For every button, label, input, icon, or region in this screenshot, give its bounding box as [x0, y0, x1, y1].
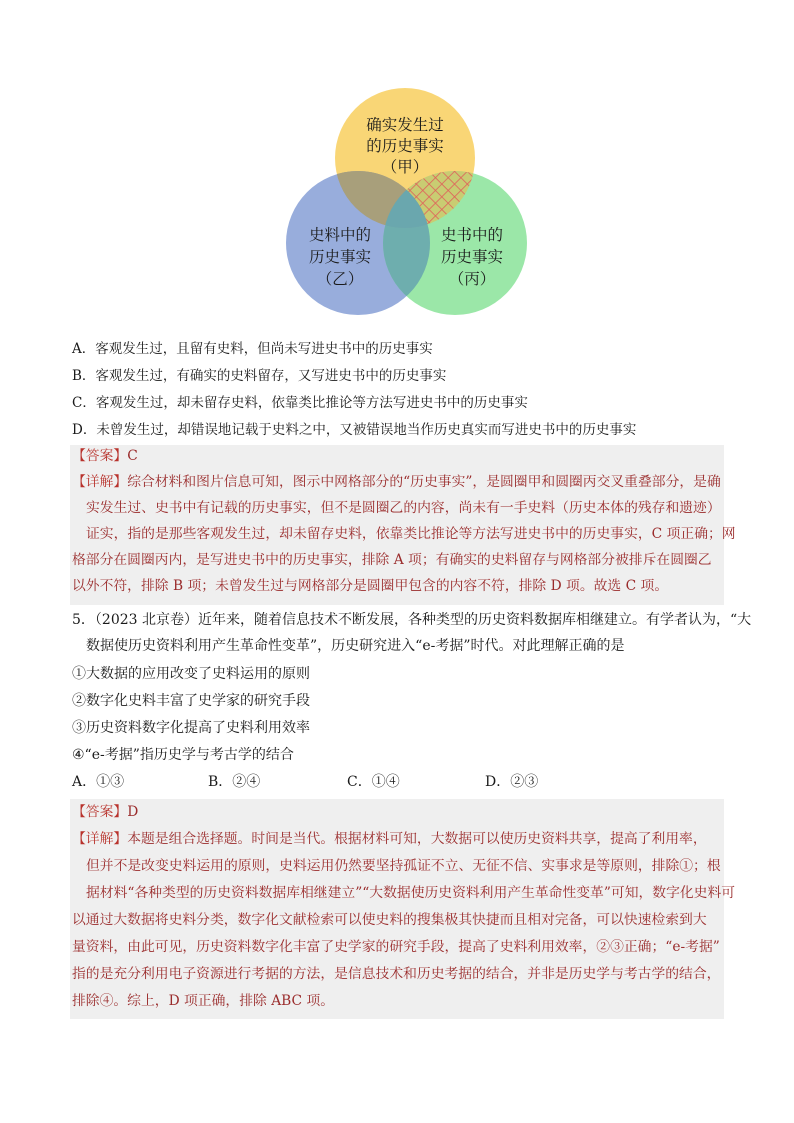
q4-option-a: A．客观发生过，且留有史料，但尚未写进史书中的历史事实 [72, 341, 433, 357]
detail-tag: 【详解】 [72, 831, 128, 847]
q4-detail-line-4: 格部分在圆圈丙内，是写进史书中的历史事实，排除 A 项；有确实的史料留存与网格部分被排斥在圆圈乙 [72, 552, 712, 568]
q5-choice-c: C．①④ [347, 774, 400, 790]
answer-value: D [127, 804, 139, 820]
q4-answer-block [70, 445, 736, 605]
q4-detail-line-5: 以外不符，排除 B 项；未曾发生过与网格部分是圆圈甲包含的内容不符，排除 D 项。故选 C 项。 [72, 578, 669, 594]
q5-detail-line-7: 排除④。综上，D 项正确，排除 ABC 项。 [72, 993, 335, 1009]
q5-statement-2: ②数字化史料丰富了史学家的研究手段 [72, 693, 310, 709]
q5-statement-1: ①大数据的应用改变了史料运用的原则 [72, 666, 310, 682]
detail-text: 综合材料和图片信息可知，图示中网格部分的“历史事实”，是圆圈甲和圆圈丙交叉重叠部分，是确 [127, 474, 721, 490]
answer-value: C [127, 448, 138, 464]
q5-detail-line-3: 据材料“各种类型的历史资料数据库相继建立”“大数据使历史资料利用产生革命性变革”可知，数字化史料可 [86, 885, 736, 901]
q5-detail-line-5: 量资料，由此可见，历史资料数字化丰富了史学家的研究手段，提高了史料利用效率，②③正确；“e-考据” [72, 939, 720, 955]
q5-choice-a: A．①③ [72, 774, 125, 790]
venn-diagram [270, 88, 530, 333]
q5-detail-line-6: 指的是充分利用电子资源进行考据的方法，是信息技术和历史考据的结合，并非是历史学与考古学的结合， [72, 966, 721, 982]
q5-detail-line-4: 以通过大数据将史料分类，数字化文献检索可以使史料的搜集极其快捷而且相对完备，可以快速检索到大 [72, 912, 707, 928]
q4-option-b: B．客观发生过，有确实的史料留存，又写进史书中的历史事实 [72, 368, 447, 384]
venn-jia-line1: 确实发生过 [366, 116, 444, 134]
q5-answer [72, 801, 138, 823]
q5-statement-4: ④“e-考据”指历史学与考古学的结合 [72, 747, 294, 763]
q4-detail-line-3: 证实，指的是那些客观发生过，却未留存史料，依靠类比推论等方法写进史书中的历史事实，C 项正确；网 [86, 526, 736, 542]
venn-jia-line2: 的历史事实 [366, 137, 444, 155]
q5-answer-block [70, 799, 736, 1019]
venn-jia-line3: （甲） [381, 158, 429, 176]
venn-bing-line3: （丙） [448, 270, 496, 288]
venn-yi-line2: 历史事实 [308, 248, 372, 266]
q5-choice-b: B．②④ [208, 774, 261, 790]
detail-text: 本题是组合选择题。时间是当代。根据材料可知，大数据可以使历史资料共享，提高了利用率， [127, 831, 707, 847]
venn-yi-line3: （乙） [316, 270, 364, 288]
q4-option-c: C．客观发生过，却未留存史料，依靠类比推论等方法写进史书中的历史事实 [72, 395, 528, 411]
q4-answer [72, 445, 138, 467]
venn-bing-line1: 史书中的 [440, 226, 504, 244]
q5-detail-line-1 [72, 828, 707, 850]
detail-tag: 【详解】 [72, 474, 128, 490]
q4-detail-line-2: 实发生过、史书中有记载的历史事实，但不是圆圈乙的内容，尚未有一手史料（历史本体的残存和遗迹） [86, 500, 721, 516]
venn-yi-line1: 史料中的 [308, 226, 372, 244]
q4-option-d: D．未曾发生过，却错误地记载于史料之中，又被错误地当作历史真实而写进史书中的历史事实 [72, 422, 637, 438]
q5-stem-line-2: 数据使历史资料利用产生革命性变革”，历史研究进入“e-考据”时代。对此理解正确的是 [86, 638, 625, 654]
q5-statement-3: ③历史资料数字化提高了史料利用效率 [72, 720, 310, 736]
q5-choice-d: D．②③ [485, 774, 539, 790]
q5-detail-line-2: 但并不是改变史料运用的原则，史料运用仍然要坚持孤证不立、无征不信、实事求是等原则，排除①；根 [86, 858, 721, 874]
venn-bing-line2: 历史事实 [440, 248, 504, 266]
q4-detail-line-1 [72, 471, 721, 493]
answer-tag: 【答案】 [72, 804, 128, 820]
q5-stem-line-1: 5．（2023 北京卷）近年来，随着信息技术不断发展，各种类型的历史资料数据库相继建立。有学者认为，“大 [72, 612, 752, 628]
answer-tag: 【答案】 [72, 448, 128, 464]
